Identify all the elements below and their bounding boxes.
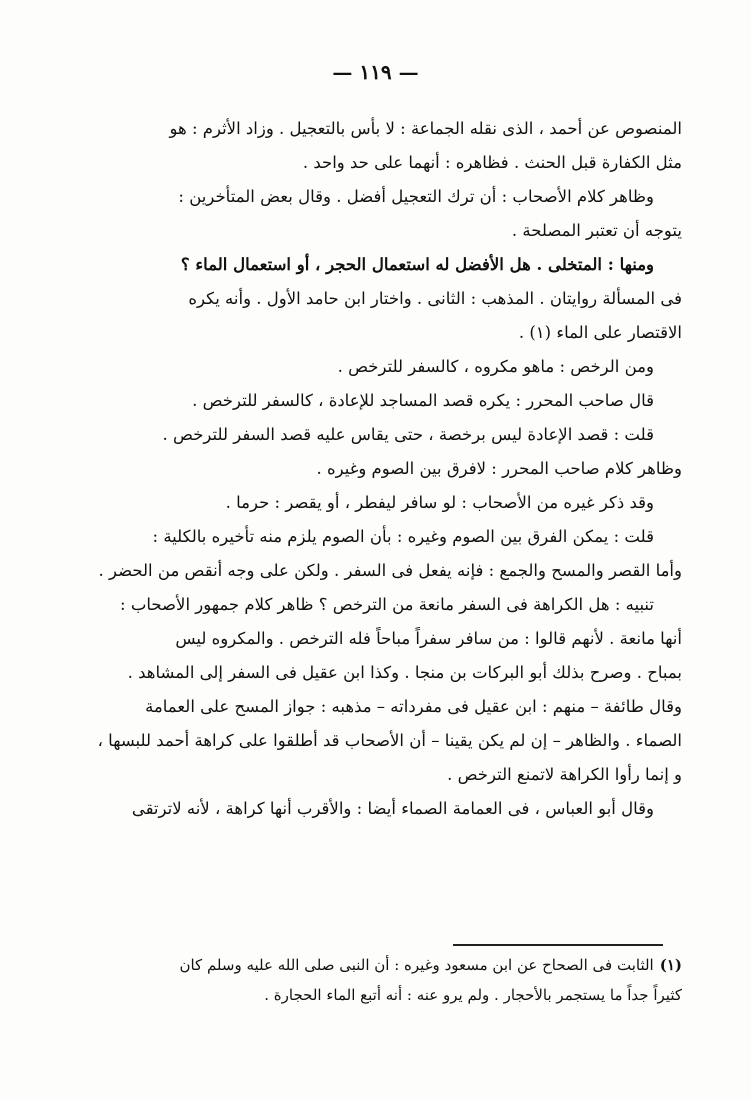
text-line: مثل الكفارة قبل الحنث . فظاهره : أنهما على حد واحد . [302,153,682,172]
text-line: ومن الرخص : ماهو مكروه ، كالسفر للترخص . [337,357,654,376]
footnote [84,950,682,1010]
text-line: الصماء . والظاهر – إن لم يكن يقينا – أن الأصحاب قد أطلقوا على كراهة أحمد للبسها ، [97,731,682,750]
text-line: ومنها : المتخلى . هل الأفضل له استعمال الحجر ، أو استعمال الماء ؟ [180,255,654,274]
text-line: وأما القصر والمسح والجمع : فإنه يفعل فى السفر . ولكن على وجه أنقص من الحضر . [98,561,682,580]
text-line: تنبيه : هل الكراهة فى السفر مانعة من الترخص ؟ ظاهر كلام جمهور الأصحاب : [120,595,654,614]
footnote-divider [453,944,663,946]
footnote-mark: (١) [659,956,682,974]
text-line: قلت : يمكن الفرق بين الصوم وغيره : بأن الصوم يلزم منه تأخيره بالكلية : [152,527,654,546]
text-line: أنها مانعة . لأنهم قالوا : من سافر سفراً مباحاً فله الترخص . والمكروه ليس [175,629,682,648]
text-line: المنصوص عن أحمد ، الذى نقله الجماعة : لا بأس بالتعجيل . وزاد الأثرم : هو [169,119,682,138]
text-line: فى المسألة روايتان . المذهب : الثانى . واختار ابن حامد الأول . وأنه يكره [188,289,682,308]
page-number: — ١١٩ — [332,60,419,84]
text-line: وقال طائفة – منهم : ابن عقيل فى مفرداته – مذهبه : جواز المسح على العمامة [145,697,682,716]
text-line: الاقتصار على الماء (١) . [518,323,682,342]
text-line: بمباح . وصرح بذلك أبو البركات بن منجا . وكذا ابن عقيل فى السفر إلى المشاهد . [127,663,682,682]
main-text [84,112,682,826]
footnote-line: كثيراً جداً ما يستجمر بالأحجار . ولم يرو عنه : أنه أتبع الماء الحجارة . [264,986,682,1004]
text-line: قلت : قصد الإعادة ليس برخصة ، حتى يقاس عليه قصد السفر للترخص . [162,425,654,444]
text-line: قال صاحب المحرر : يكره قصد المساجد للإعادة ، كالسفر للترخص . [192,391,654,410]
footnote-text: الثابت فى الصحاح عن ابن مسعود وغيره : أن النبى صلى الله عليه وسلم كان [179,956,654,974]
footnote-line [84,950,682,980]
text-line: وقال أبو العباس ، فى العمامة الصماء أيضا : والأقرب أنها كراهة ، لأنه لاترتقى [131,799,654,818]
text-line: يتوجه أن تعتبر المصلحة . [511,221,682,240]
text-line: وظاهر كلام الأصحاب : أن ترك التعجيل أفضل . وقال بعض المتأخرين : [178,187,654,206]
text-line: وقد ذكر غيره من الأصحاب : لو سافر ليفطر ، أو يقصر : حرما . [225,493,654,512]
text-line: و إنما رأوا الكراهة لاتمنع الترخص . [447,765,682,784]
text-line: وظاهر كلام صاحب المحرر : لافرق بين الصوم وغيره . [316,459,682,478]
